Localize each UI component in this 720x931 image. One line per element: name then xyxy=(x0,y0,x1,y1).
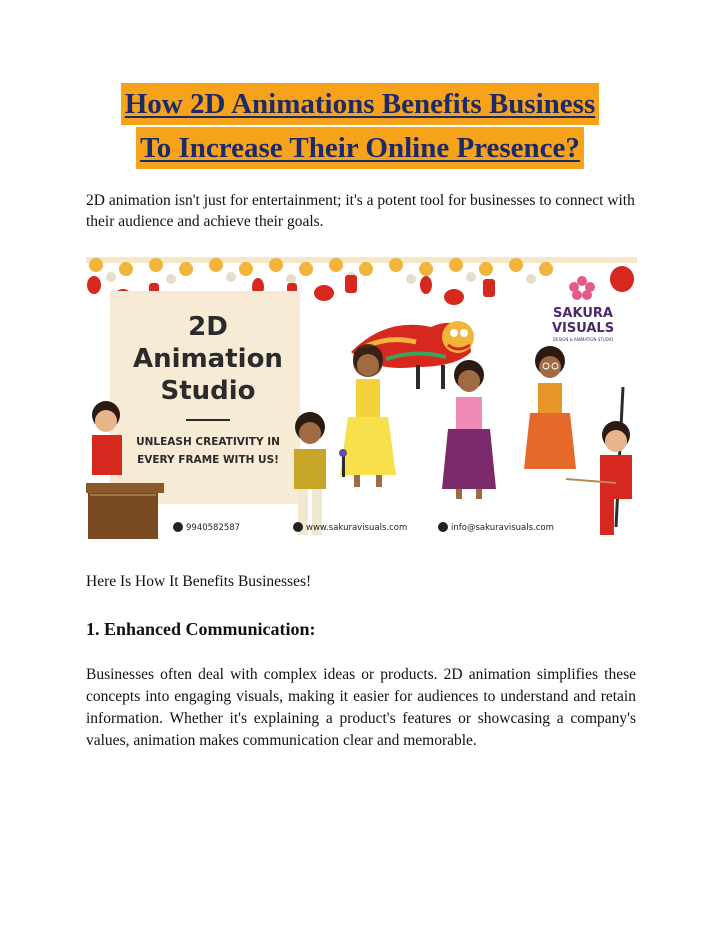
section-1-body: Businesses often deal with complex ideas or products. 2D animation simplifies these concepts into engaging visuals, making it easier for audiences to understand and retain information. Whether it's explaining a product's features or showcasing a company's values, animation makes communication clear and memorable. xyxy=(86,666,636,749)
document-title xyxy=(0,83,720,169)
banner-image xyxy=(86,257,637,546)
boy-with-erhu xyxy=(566,387,632,535)
contact-row xyxy=(173,522,554,533)
banner-tagline-2: EVERY FRAME WITH US! xyxy=(137,454,279,466)
contact-website: www.sakuravisuals.com xyxy=(306,523,408,533)
sakura-visuals-logo xyxy=(552,276,614,342)
phone-icon xyxy=(173,522,183,532)
boy-with-microphone xyxy=(294,412,347,535)
section-1-heading: 1. Enhanced Communication: xyxy=(86,619,316,639)
banner-illustration xyxy=(86,257,637,546)
intro-paragraph: 2D animation isn't just for entertainment; it's a potent tool for businesses to connect with their audience and achieve their goals. xyxy=(86,192,635,230)
title-line-2: To Increase Their Online Presence? xyxy=(136,127,584,169)
title-line-1: How 2D Animations Benefits Business xyxy=(121,83,600,125)
brand-sub: DESIGN & ANIMATION STUDIO xyxy=(552,337,614,342)
globe-icon xyxy=(293,522,303,532)
flower-garland xyxy=(86,257,637,284)
girl-pink-top xyxy=(442,360,496,499)
benefits-intro: Here Is How It Benefits Businesses! xyxy=(86,573,312,590)
contact-phone: 9940582587 xyxy=(186,523,241,533)
girl-orange-dress xyxy=(524,346,576,469)
banner-headline-3: Studio xyxy=(160,376,256,406)
banner-headline-1: 2D xyxy=(188,312,228,342)
email-icon xyxy=(438,522,448,532)
brand-name-2: VISUALS xyxy=(551,321,615,336)
brand-name-1: SAKURA xyxy=(553,306,613,321)
banner-headline-2: Animation xyxy=(133,344,283,374)
contact-email: info@sakuravisuals.com xyxy=(451,523,554,533)
banner-tagline-1: UNLEASH CREATIVITY IN xyxy=(136,436,280,448)
